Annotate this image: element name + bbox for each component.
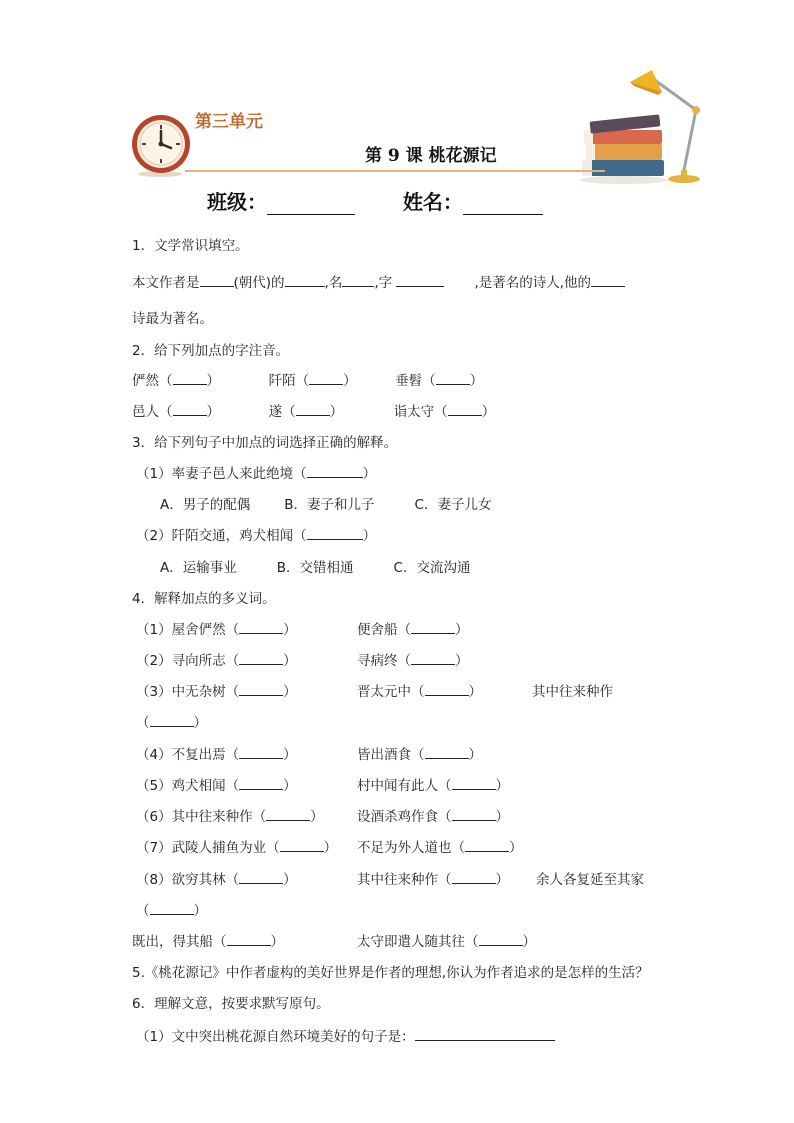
books-and-lamp-illustration [578,62,710,186]
q3-option-1a: A．男子的配偶 [160,497,251,513]
q4-row-6a: （6）其中往来种作（ ） [136,805,324,825]
q6-sentence-1: （1）文中突出桃花源自然环境美好的句子是： [136,1025,555,1045]
q3-option-1c: C．妻子儿女 [414,497,492,513]
q2-blank-6[interactable] [448,401,482,416]
q4-row-4b: 皆出酒食（ ） [357,743,482,763]
q4-row-3a: （3）中无杂树（ ） [136,680,297,700]
q4-blank[interactable] [150,712,194,727]
name-blank[interactable] [463,192,543,215]
q4-title: 4．解释加点的多义词。 [132,591,276,607]
q1-blank-works[interactable] [591,272,625,287]
q4-row-2a: （2）寻向所志（ ） [136,649,297,669]
q1-line-2: 诗最为著名。 [132,311,213,327]
q4-blank[interactable] [239,775,283,790]
q3-blank-2[interactable] [307,525,363,540]
q3-title: 3．给下列句子中加点的词选择正确的解释。 [132,435,398,451]
q1-title: 1．文学常识填空。 [132,238,249,254]
q4-blank[interactable] [465,837,509,852]
q4-blank[interactable] [266,806,310,821]
q4-row-8a: （8）欲穷其林（ ） [136,868,297,888]
q3-option-1b: B．妻子和儿子 [284,497,375,513]
q4-blank[interactable] [452,869,496,884]
q1-blank-dynasty[interactable] [285,272,325,287]
q2-title: 2．给下列加点的字注音。 [132,343,290,359]
q4-row-7a: （7）武陵人捕鱼为业（ ） [136,836,337,856]
q4-row-8c: 余人各复延至其家 [536,872,644,888]
q4-row-1a: （1）屋舍俨然（ ） [136,618,297,638]
q4-row-9b: 太守即遣人随其往（ ） [357,930,536,950]
q4-blank[interactable] [280,837,324,852]
name-label: 姓名： [402,190,463,214]
class-label: 班级： [207,190,267,214]
q3-sentence-1: （1）率妻子邑人来此绝境（ ） [136,462,376,482]
q2-blank-4[interactable] [173,401,207,416]
q2-blank-2[interactable] [309,370,343,385]
q4-row-4a: （4）不复出焉（ ） [136,743,297,763]
q4-row-3c-answer: （ ） [136,711,207,731]
q4-row-5a: （5）鸡犬相闻（ ） [136,774,297,794]
q4-blank[interactable] [479,931,523,946]
q6-title: 6．理解文意，按要求默写原句。 [132,996,330,1012]
q4-row-3b: 晋太元中（ ） [357,680,482,700]
q2-blank-3[interactable] [436,370,470,385]
q2-row-2: 邑人（ ） 遂（ ） 诣太守（ ） [132,400,495,420]
q3-options-1 [160,493,491,513]
q4-row-1b: 便舍船（ ） [357,618,469,638]
q4-row-8b: 其中往来种作（ ） [357,868,509,888]
q4-blank[interactable] [239,681,283,696]
q4-blank[interactable] [239,744,283,759]
q4-blank[interactable] [239,869,283,884]
clock-icon [130,112,194,178]
q5-title: 5.《桃花源记》中作者虚构的美好世界是作者的理想,你认为作者追求的是怎样的生活？ [132,965,649,981]
q4-blank[interactable] [425,681,469,696]
q1-blank-name[interactable] [342,272,374,287]
q4-row-7b: 不足为外人道也（ ） [357,836,523,856]
q4-blank[interactable] [425,744,469,759]
header-divider [185,170,605,172]
unit-title: 第三单元 [195,112,263,132]
q4-row-8c-answer: （ ） [136,899,207,919]
q4-row-9a: 既出，得其船（ ） [132,930,284,950]
q3-blank-1[interactable] [307,463,363,478]
q4-row-6b: 设酒杀鸡作食（ ） [357,805,509,825]
q2-blank-1[interactable] [173,370,207,385]
q3-option-2b: B．交错相通 [276,560,354,576]
q4-row-5b: 村中闻有此人（ ） [357,774,509,794]
q3-option-2c: C．交流沟通 [393,560,471,576]
q4-blank[interactable] [452,806,496,821]
q6-blank-1[interactable] [415,1026,555,1041]
q1-line: 本文作者是 (朝代)的 ,名 ,字 ,是著名的诗人,他的 [132,271,625,291]
class-name-row [207,186,543,215]
q4-blank[interactable] [227,931,271,946]
lesson-title: 第 9 课 桃花源记 [365,146,497,166]
q2-blank-5[interactable] [296,401,330,416]
q1-blank-zi[interactable] [396,272,444,287]
q4-blank[interactable] [452,775,496,790]
q4-row-2b: 寻病终（ ） [357,649,469,669]
q1-blank-author[interactable] [200,272,234,287]
class-blank[interactable] [267,192,355,215]
q4-row-3c: 其中往来种作 [532,684,613,700]
q4-blank[interactable] [239,650,283,665]
q4-blank[interactable] [150,900,194,915]
q4-blank[interactable] [411,619,455,634]
q4-blank[interactable] [239,619,283,634]
q3-options-2 [160,556,470,576]
q2-row-1: 俨然（ ） 阡陌（ ） 垂髫（ ） [132,369,483,389]
q3-option-2a: A．运输事业 [160,560,237,576]
q3-sentence-2: （2）阡陌交通，鸡犬相闻（ ） [136,524,376,544]
q4-blank[interactable] [411,650,455,665]
